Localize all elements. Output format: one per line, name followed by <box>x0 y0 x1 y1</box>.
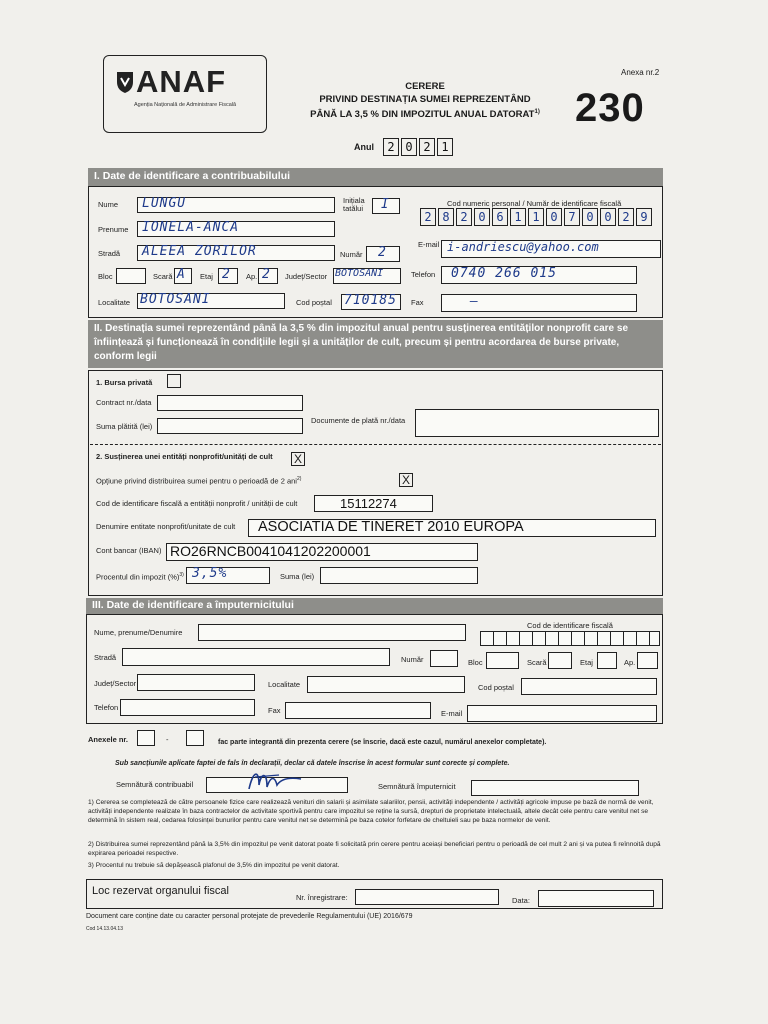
year-digit[interactable]: 2 <box>383 138 399 156</box>
imp-cod-postal-field[interactable] <box>521 678 657 695</box>
label-cnp: Cod numeric personal / Număr de identificare fiscală <box>447 199 622 208</box>
label-imp-cif: Cod de identificare fiscală <box>527 621 613 630</box>
data-label: Data: <box>512 896 530 905</box>
label-imp-bloc: Bloc <box>468 658 483 667</box>
anexe-field-2[interactable] <box>186 730 204 746</box>
cnp-digit[interactable]: 1 <box>510 208 526 226</box>
suma-field[interactable] <box>320 567 478 584</box>
label-imp-localitate: Localitate <box>268 680 301 689</box>
label-imp-etaj: Etaj <box>580 658 593 667</box>
label-initiala: Inițiala tatălui <box>343 196 365 213</box>
label-etaj: Etaj <box>200 272 213 281</box>
imp-scara-field[interactable] <box>548 652 572 669</box>
label-scara: Scară <box>153 272 173 281</box>
sig-imput-field[interactable] <box>471 780 639 796</box>
signature <box>245 765 305 795</box>
data-field[interactable] <box>538 890 654 907</box>
bloc-field[interactable] <box>116 268 146 284</box>
cnp-digit[interactable]: 9 <box>636 208 652 226</box>
imp-email-field[interactable] <box>467 705 657 722</box>
form-number: 230 <box>575 86 645 130</box>
loc-rezervat-label: Loc rezervat organului fiscal <box>92 885 229 897</box>
imp-bloc-field[interactable] <box>486 652 519 669</box>
label-bursa: 1. Bursa privată <box>96 378 153 387</box>
prenume-value: IONELA-ANCA <box>142 220 240 235</box>
label-localitate: Localitate <box>98 298 131 307</box>
label-suma-platita: Suma plătită (lei) <box>96 422 153 431</box>
contract-field[interactable] <box>157 395 303 411</box>
imp-cif-boxes[interactable] <box>480 631 660 646</box>
cnp-digit[interactable]: 0 <box>600 208 616 226</box>
gdpr-note: Document care conține date cu caracter personal protejate de prevederile Regulamentului (UE) 2016/679 <box>86 913 413 920</box>
label-imp-email: E-mail <box>441 709 463 718</box>
sig-imput-label: Semnătură împuternicit <box>378 782 456 791</box>
label-strada: Stradă <box>98 249 121 258</box>
section1-title: I. Date de identificare a contribuabilului <box>88 168 663 186</box>
cnp-digit[interactable]: 6 <box>492 208 508 226</box>
optiune-sup: 2) <box>296 476 302 482</box>
ap-value: 2 <box>262 267 271 282</box>
form-code: Cod 14.13.04.13 <box>86 926 123 932</box>
bursa-checkbox[interactable] <box>167 374 181 388</box>
anexe-field-1[interactable] <box>137 730 155 746</box>
label-suma: Suma (lei) <box>280 572 315 581</box>
section3-title: III. Date de identificare a împuternicitului <box>86 598 663 614</box>
year-label: Anul <box>354 142 374 152</box>
nr-inreg-field[interactable] <box>355 889 499 905</box>
annex-label: Anexa nr.2 <box>621 68 660 77</box>
label-procent <box>96 572 184 582</box>
imp-judet-field[interactable] <box>137 674 255 691</box>
label-judet: Județ/Sector <box>285 272 328 281</box>
label-imp-nume: Nume, prenume/Denumire <box>94 628 183 637</box>
title-line-3: PÂNĂ LA 3,5 % DIN IMPOZITUL ANUAL DATORAT <box>310 109 535 121</box>
imp-ap-field[interactable] <box>637 652 658 669</box>
imp-telefon-field[interactable] <box>120 699 255 716</box>
label-contract: Contract nr./data <box>96 398 152 407</box>
year-digit[interactable]: 1 <box>437 138 453 156</box>
optiune-checkbox[interactable]: X <box>399 473 413 487</box>
etaj-value: 2 <box>222 267 231 282</box>
label-optiune <box>96 476 301 486</box>
cnp-digit[interactable]: 2 <box>456 208 472 226</box>
anexe-text: fac parte integrantă din prezenta cerere (se înscrie, dacă este cazul, numărul anexelor completate). <box>218 739 547 746</box>
nume-value: LUNGU <box>142 196 187 211</box>
documente-plata-field[interactable] <box>415 409 659 437</box>
procent-text: Procentul din impozit (%) <box>96 572 180 582</box>
label-prenume: Prenume <box>98 225 129 234</box>
scara-value: A <box>177 267 186 282</box>
procent-value: 3,5% <box>192 566 228 581</box>
cnp-digit[interactable]: 1 <box>528 208 544 226</box>
entitate-checkbox[interactable]: X <box>291 452 305 466</box>
suma-platita-field[interactable] <box>157 418 303 434</box>
email-value: i-andriescu@yahoo.com <box>447 240 599 254</box>
label-fax: Fax <box>411 298 424 307</box>
label-cif-entitate: Cod de identificare fiscală a entității nonprofit / unității de cult <box>96 499 298 508</box>
label-cod-postal: Cod poștal <box>296 298 332 307</box>
numar-value: 2 <box>378 245 387 260</box>
imp-localitate-field[interactable] <box>307 676 465 693</box>
nr-inreg-label: Nr. înregistrare: <box>296 893 348 902</box>
label-imp-ap: Ap. <box>624 658 636 667</box>
title-line-2: PRIVIND DESTINAȚIA SUMEI REPREZENTÂND <box>319 94 531 105</box>
imp-strada-field[interactable] <box>122 648 390 666</box>
label-documente-plata: Documente de plată nr./data <box>311 416 406 425</box>
cnp-digit[interactable]: 2 <box>618 208 634 226</box>
label-ap: Ap. <box>246 272 258 281</box>
label-bloc: Bloc <box>98 272 113 281</box>
note-3: 3) Procentul nu trebuie să depășească plafonul de 3,5% din impozitul pe venit datorat. <box>88 862 340 869</box>
sig-contrib-label: Semnătură contribuabil <box>116 780 194 789</box>
anaf-logo <box>103 55 267 133</box>
year-digit[interactable]: 0 <box>401 138 417 156</box>
label-imp-judet: Județ/Sector <box>94 679 137 688</box>
logo-text: ANAF <box>136 64 227 99</box>
label-denumire: Denumire entitate nonprofit/unitate de cult <box>96 522 236 531</box>
anexe-separator: - <box>166 735 169 744</box>
imp-numar-field[interactable] <box>430 650 458 667</box>
label-imp-fax: Fax <box>268 706 281 715</box>
cnp-digit[interactable]: 0 <box>474 208 490 226</box>
cnp-digit[interactable]: 8 <box>438 208 454 226</box>
label-numar: Număr <box>340 250 363 259</box>
note-1: 1) Cererea se completează de către persoanele fizice care realizează venituri din salarii și asimilate salariilor, pensii, activități independente / activități agricole impuse pe bază de normă de venit, activități independente realizate în baza contractelor de activitate sportivă pentru care impozitul se reține la sursă, drepturi de proprietate intelectuală, altele decât cele pentru care venitul net se determină în sistem real, cedarea folosinței bunurilor pentru care venitul net se determină pe baza cotelor forfetare de cheltuieli sau pe baza normelor de venit. <box>88 799 654 824</box>
label-imp-numar: Număr <box>401 655 424 664</box>
cnp-digit[interactable]: 0 <box>582 208 598 226</box>
label-entitate: 2. Susținerea unei entități nonprofit/unități de cult <box>96 452 273 461</box>
label-imp-scara: Scară <box>527 658 547 667</box>
title-sup: 1) <box>534 109 540 115</box>
label-email: E-mail <box>418 240 440 249</box>
judet-value: BOTOSANI <box>335 268 384 279</box>
imp-fax-field[interactable] <box>285 702 431 719</box>
fax-value: — <box>470 294 479 309</box>
cif-entitate-value: 15112274 <box>340 496 397 511</box>
label-imp-telefon: Telefon <box>94 703 119 712</box>
form-title <box>290 80 560 121</box>
section2-title: II. Destinația sumei reprezentând până la 3,5 % din impozitul anual pentru susținerea entităților nonprofit care se înființează și funcționează în condițiile legii și a unităților de cult, precum și pentru acordarea de burse private, conform legii <box>88 320 663 368</box>
note-2: 2) Distribuirea sumei reprezentând până la 3,5% din impozitul pe venit datorat poate fi solicitată prin cerere pentru aceiași beneficiari pentru o perioadă de cel mult 2 ani și va putea fi reînnoită după expirarea perioadei respective. <box>88 841 661 857</box>
logo-subtitle: Agenția Națională de Administrare Fiscală <box>134 102 237 108</box>
cnp-digit[interactable]: 2 <box>420 208 436 226</box>
declaration: Sub sancțiunile aplicate faptei de fals în declarații, declar că datele înscrise în acest formular sunt corecte și complete. <box>115 760 510 767</box>
localitate-value: BOTOSANI <box>140 292 211 307</box>
optiune-text: Opțiune privind distribuirea sumei pentru o perioadă de 2 ani <box>96 476 297 486</box>
label-imp-cod-postal: Cod poștal <box>478 683 514 692</box>
telefon-value: 0740 266 015 <box>451 266 557 281</box>
anexe-label: Anexele nr. <box>88 735 129 744</box>
label-nume: Nume <box>98 200 119 209</box>
shield-icon <box>116 70 134 94</box>
section2-divider <box>90 444 661 445</box>
cod-postal-value: 710185 <box>344 293 397 308</box>
imp-nume-field[interactable] <box>198 624 466 641</box>
strada-value: ALEEA ZORILOR <box>142 244 257 259</box>
procent-sup: 3) <box>179 572 184 578</box>
cnp-digit[interactable]: 7 <box>564 208 580 226</box>
label-telefon: Telefon <box>411 270 436 279</box>
denumire-value: ASOCIATIA DE TINERET 2010 EUROPA <box>258 519 524 535</box>
year-digit[interactable]: 2 <box>419 138 435 156</box>
label-iban: Cont bancar (IBAN) <box>96 546 162 555</box>
iban-value: RO26RNCB0041041202200001 <box>170 543 371 559</box>
label-imp-strada: Stradă <box>94 653 117 662</box>
title-line-1: CERERE <box>405 81 445 92</box>
initiala-value: I <box>381 197 390 212</box>
cnp-digit[interactable]: 0 <box>546 208 562 226</box>
imp-etaj-field[interactable] <box>597 652 617 669</box>
